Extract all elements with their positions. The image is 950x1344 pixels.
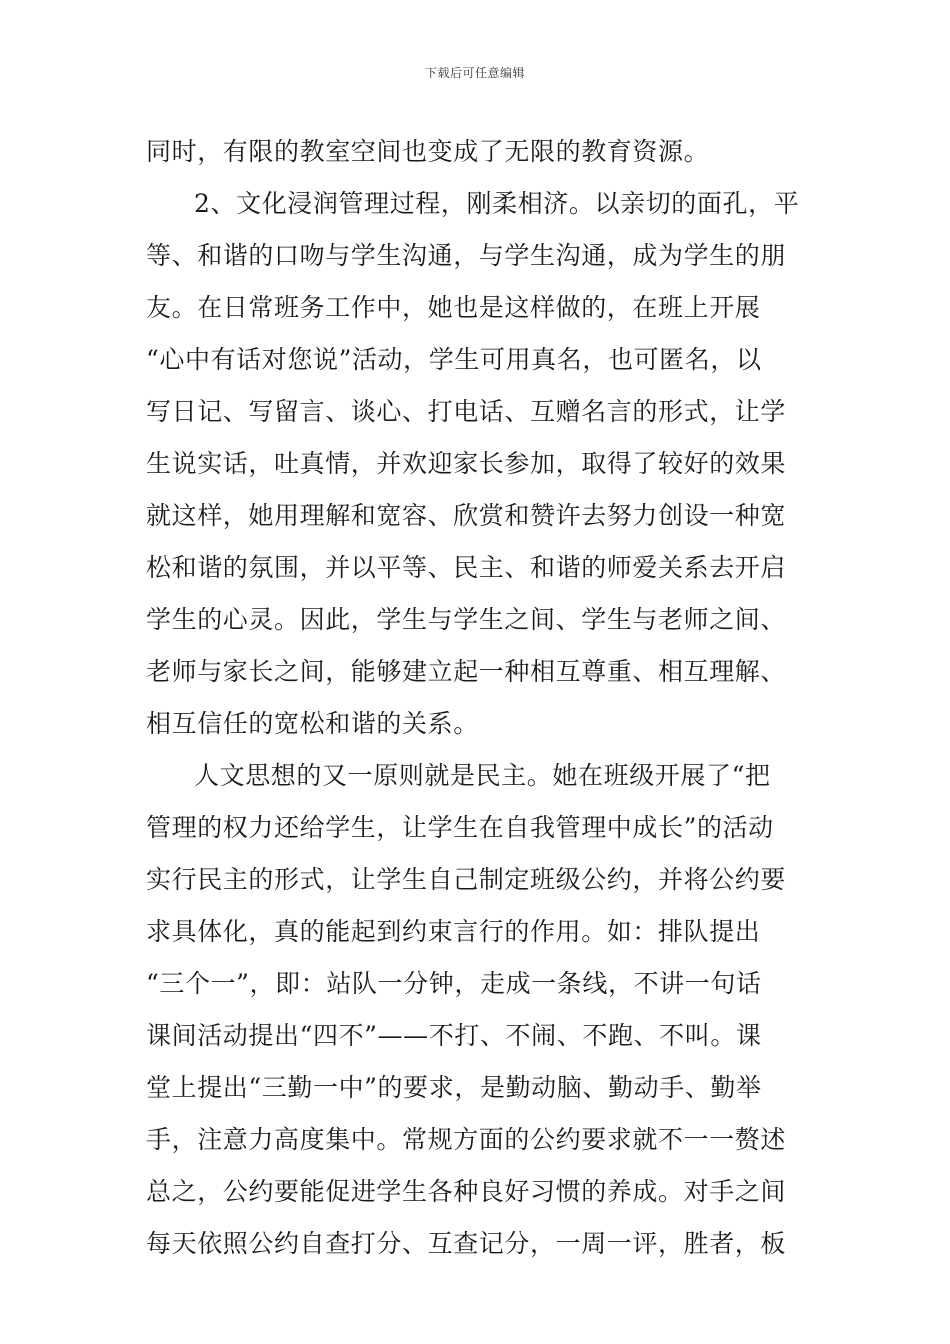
text-line: 实行民主的形式，让学生自己制定班级公约，并将公约要 bbox=[146, 865, 787, 894]
text-line: 手，注意力高度集中。常规方面的公约要求就不一一赘述 bbox=[146, 1125, 787, 1154]
text-line: 松和谐的氛围，并以平等、民主、和谐的师爱关系去开启 bbox=[146, 553, 787, 582]
text-line: 生说实话，吐真情，并欢迎家长参加，取得了较好的效果 bbox=[146, 449, 787, 478]
text-line: 每天依照公约自查打分、互查记分，一周一评，胜者，板 bbox=[146, 1229, 787, 1258]
text-line: 求具体化，真的能起到约束言行的作用。如：排队提出 bbox=[146, 917, 761, 946]
text-line: 堂上提出“三勤一中”的要求，是勤动脑、勤动手、勤举 bbox=[146, 1073, 762, 1102]
text-line: 友。在日常班务工作中，她也是这样做的，在班上开展 bbox=[146, 293, 761, 322]
text-line: 学生的心灵。因此，学生与学生之间、学生与老师之间、 bbox=[146, 605, 787, 634]
text-line: 写日记、写留言、谈心、打电话、互赠名言的形式，让学 bbox=[146, 397, 787, 426]
text-line: “三个一”，即：站队一分钟，走成一条线，不讲一句话 bbox=[146, 969, 762, 998]
text-line: 2、文化浸润管理过程，刚柔相济。以亲切的面孔，平 bbox=[194, 189, 800, 218]
text-line: 老师与家长之间，能够建立起一种相互尊重、相互理解、 bbox=[146, 657, 787, 686]
text-line: 就这样，她用理解和宽容、欣赏和赞许去努力创设一种宽 bbox=[146, 501, 787, 530]
text-line: 课间活动提出“四不”——不打、不闹、不跑、不叫。课 bbox=[146, 1021, 762, 1050]
text-line: 相互信任的宽松和谐的关系。 bbox=[146, 709, 479, 738]
text-line: 同时，有限的教室空间也变成了无限的教育资源。 bbox=[146, 137, 710, 166]
text-line: “心中有话对您说”活动，学生可用真名，也可匿名，以 bbox=[146, 345, 762, 374]
text-line: 等、和谐的口吻与学生沟通，与学生沟通，成为学生的朋 bbox=[146, 241, 787, 270]
page-header: 下载后可任意编辑 bbox=[424, 66, 525, 80]
text-line: 总之，公约要能促进学生各种良好习惯的养成。对手之间 bbox=[146, 1177, 787, 1206]
text-line: 管理的权力还给学生，让学生在自我管理中成长”的活动 bbox=[146, 813, 774, 842]
text-line: 人文思想的又一原则就是民主。她在班级开展了“把 bbox=[194, 761, 771, 790]
body-text bbox=[146, 126, 808, 1270]
